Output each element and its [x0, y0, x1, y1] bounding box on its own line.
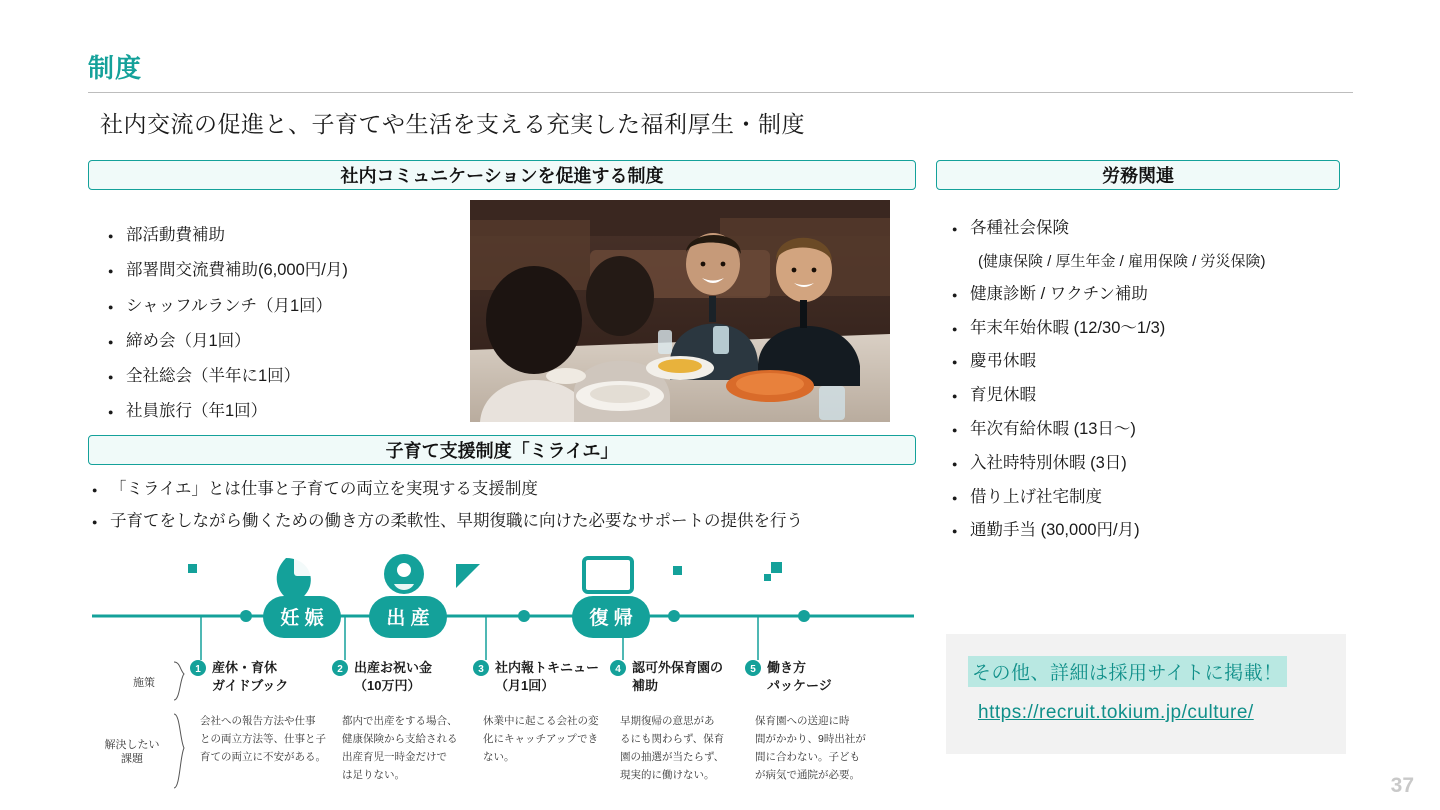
milestone-label-3: 復 帰 [589, 608, 633, 629]
milestone-label-1: 妊 娠 [280, 608, 324, 629]
milestone-label-2: 出 産 [386, 608, 430, 629]
svg-text:健康保険から支給される: 健康保険から支給される [342, 733, 458, 745]
timeline-row-label-issues: 解決したい [104, 739, 160, 751]
list-item: ● 年末年始休暇 (12/30〜1/3) [952, 319, 1352, 339]
recruit-site-cta [946, 634, 1346, 754]
list-item: ● 年次有給休暇 (13日〜) [952, 420, 1352, 440]
svg-text:間がかかり、9時出社が: 間がかかり、9時出社が [755, 733, 866, 745]
svg-text:現実的に働けない。: 現実的に働けない。 [620, 769, 715, 781]
svg-text:課題: 課題 [121, 753, 143, 765]
svg-text:5: 5 [750, 664, 756, 675]
title-divider [88, 92, 1353, 93]
svg-text:が病気で通院が必要。: が病気で通院が必要。 [755, 769, 860, 781]
svg-text:2: 2 [337, 664, 343, 675]
list-item: ● 借り上げ社宅制度 [952, 488, 1352, 508]
svg-text:園の抽選が当たらず、: 園の抽選が当たらず、 [620, 751, 725, 763]
svg-text:ガイドブック: ガイドブック [212, 678, 289, 693]
list-item: ● 慶弔休暇 [952, 352, 1352, 372]
svg-text:1: 1 [195, 664, 201, 675]
svg-text:育ての両立に不安がある。: 育ての両立に不安がある。 [200, 751, 326, 763]
communication-list [108, 226, 448, 438]
svg-text:（10万円）: （10万円） [354, 678, 421, 693]
step-desc-2: 都内で出産をする場合、 [342, 715, 458, 727]
svg-text:3: 3 [478, 664, 484, 675]
section-banner-miraie: 子育て支援制度「ミライエ」 [88, 435, 916, 465]
list-item: ● シャッフルランチ（月1回） [108, 297, 448, 317]
step-title-1: 産休・育休 [212, 660, 278, 675]
svg-text:補助: 補助 [632, 678, 659, 693]
list-item: ● 入社時特別休暇 (3日) [952, 454, 1352, 474]
step-desc-4: 早期復帰の意思があ [620, 715, 715, 727]
list-item: ● 社員旅行（年1回） [108, 402, 448, 422]
svg-text:パッケージ: パッケージ [767, 678, 832, 693]
list-item-subnote: (健康保険 / 厚生年金 / 雇用保険 / 労災保険) [978, 252, 1266, 270]
svg-text:化にキャッチアップでき: 化にキャッチアップでき [483, 733, 599, 745]
page-title: 制度 [88, 53, 143, 83]
step-desc-1: 会社への報告方法や仕事 [200, 715, 316, 727]
step-title-3: 社内報トキニュー [495, 660, 600, 675]
team-lunch-photo [470, 200, 890, 422]
svg-text:るにも関わらず、保育: るにも関わらず、保育 [620, 733, 725, 745]
step-title-4: 認可外保育園の [632, 660, 724, 675]
svg-text:4: 4 [615, 664, 621, 675]
list-item: ● 部署間交流費補助(6,000円/月) [108, 261, 448, 281]
svg-text:ない。: ない。 [483, 751, 515, 763]
step-title-2: 出産お祝い金 [354, 660, 433, 675]
labor-list [952, 219, 1352, 555]
list-item: ● 締め会（月1回） [108, 332, 448, 352]
list-item: ● 部活動費補助 [108, 226, 448, 246]
list-item: ● 全社総会（半年に1回） [108, 367, 448, 387]
page-subtitle: 社内交流の促進と、子育てや生活を支える充実した福利厚生・制度 [100, 111, 805, 137]
recruit-site-link[interactable]: https://recruit.tokium.jp/culture/ [978, 702, 1254, 723]
svg-text:（月1回）: （月1回） [495, 678, 555, 693]
list-item: ● 各種社会保険 [952, 219, 1352, 239]
svg-text:間に合わない。子ども: 間に合わない。子ども [755, 751, 860, 763]
step-desc-5: 保育園への送迎に時 [755, 715, 850, 727]
list-item: ● 通勤手当 (30,000円/月) [952, 521, 1352, 541]
miraie-timeline-diagram [88, 548, 918, 803]
section-banner-communication: 社内コミュニケーションを促進する制度 [88, 160, 916, 190]
step-desc-3: 休業中に起こる会社の変 [483, 715, 599, 727]
miraie-description-list [92, 480, 922, 544]
section-banner-labor: 労務関連 [936, 160, 1340, 190]
svg-text:は足りない。: は足りない。 [342, 769, 405, 781]
page-number: 37 [1390, 774, 1414, 797]
list-item: ● 育児休暇 [952, 386, 1352, 406]
list-item: ● 子育てをしながら働くための働き方の柔軟性、早期復職に向けた必要なサポートの提供を行う [92, 512, 922, 532]
timeline-row-label-measures: 施策 [133, 677, 155, 689]
svg-text:出産育児一時金だけで: 出産育児一時金だけで [342, 751, 447, 763]
list-item: ● 「ミライエ」とは仕事と子育ての両立を実現する支援制度 [92, 480, 922, 500]
step-title-5: 働き方 [767, 660, 807, 675]
cta-headline: その他、詳細は採用サイトに掲載！ [968, 656, 1287, 687]
svg-text:との両立方法等、仕事と子: との両立方法等、仕事と子 [200, 733, 326, 745]
list-item: ● 健康診断 / ワクチン補助 [952, 285, 1352, 305]
